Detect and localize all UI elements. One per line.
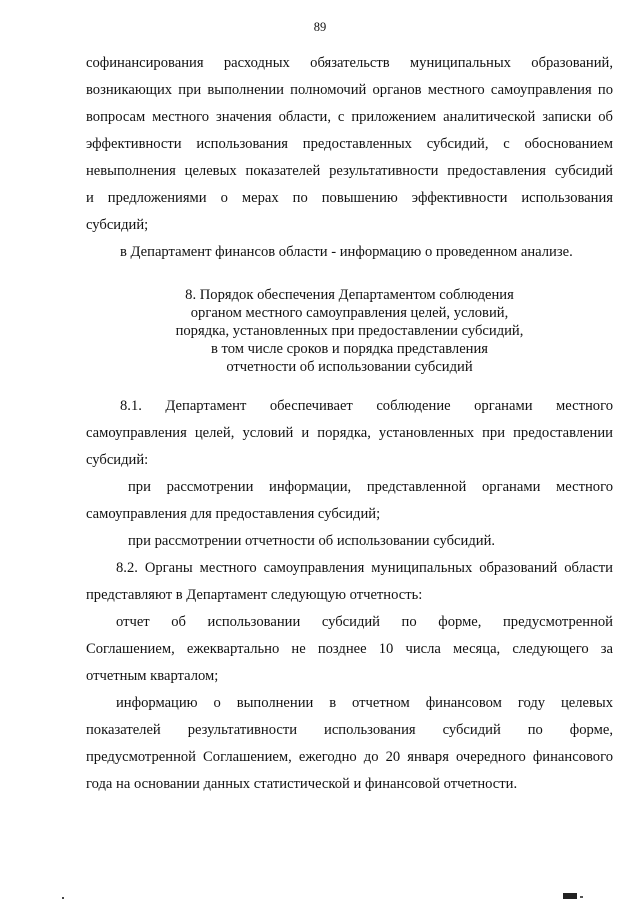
text-line: эффективности использования предоставленных субсидий, с обоснованием <box>86 136 613 152</box>
text-line: информацию о выполнении в отчетном финансовом году целевых <box>116 695 613 711</box>
paragraph-8-2-item-a <box>86 609 613 690</box>
heading-line: 8. Порядок обеспечения Департаментом соблюдения <box>185 287 514 303</box>
page-number: 89 <box>313 20 327 34</box>
text-line: софинансирования расходных обязательств муниципальных образований, <box>86 55 613 71</box>
scan-mark <box>563 893 577 899</box>
text-line: невыполнения целевых показателей результативности предоставления субсидий <box>86 163 613 179</box>
text-line: отчет об использовании субсидий по форме, предусмотренной <box>116 614 613 630</box>
section-heading-8 <box>86 286 613 376</box>
document-body <box>86 50 613 798</box>
text-line: 8.1. Департамент обеспечивает соблюдение органами местного <box>120 398 613 414</box>
text-line: самоуправления целей, условий и порядка, установленных при предоставлении <box>86 425 613 441</box>
text-line: при рассмотрении информации, представленной органами местного <box>128 479 613 495</box>
text-line: 8.2. Органы местного самоуправления муниципальных образований области <box>116 560 613 576</box>
paragraph-8-1-item-b <box>86 528 613 555</box>
paragraph-8-2 <box>86 555 613 609</box>
text-line: субсидий: <box>86 452 149 468</box>
text-line: и предложениями о мерах по повышению эффективности использования <box>86 190 613 206</box>
text-line: возникающих при выполнении полномочий органов местного самоуправления по <box>86 82 613 98</box>
text-line: показателей результативности использования субсидий по форме, <box>86 722 613 738</box>
paragraph-8-1-item-a <box>86 474 613 528</box>
paragraph-8-2-item-b <box>86 690 613 798</box>
paragraph-8-1 <box>86 393 613 474</box>
text-line: при рассмотрении отчетности об использовании субсидий. <box>128 533 496 549</box>
text-line: года на основании данных статистической и финансовой отчетности. <box>86 776 518 792</box>
text-line: вопросам местного значения области, с приложением аналитической записки об <box>86 109 613 125</box>
scan-mark <box>62 897 64 899</box>
heading-line: порядка, установленных при предоставлении субсидий, <box>175 323 524 339</box>
text-line: Соглашением, ежеквартально не позднее 10 числа месяца, следующего за <box>86 641 613 657</box>
text-line: самоуправления для предоставления субсидий; <box>86 506 381 522</box>
text-line: в Департамент финансов области - информацию о проведенном анализе. <box>120 244 573 260</box>
heading-line: в том числе сроков и порядка представления <box>210 341 489 357</box>
scan-mark <box>580 896 583 898</box>
text-line: отчетным кварталом; <box>86 668 219 684</box>
text-line: предусмотренной Соглашением, ежегодно до 20 января очередного финансового <box>86 749 613 765</box>
heading-line: отчетности об использовании субсидий <box>226 359 473 375</box>
text-line: субсидий; <box>86 217 149 233</box>
paragraph-subsidy-analysis <box>86 50 613 239</box>
paragraph-finance-department <box>86 239 613 266</box>
heading-line: органом местного самоуправления целей, условий, <box>190 305 509 321</box>
text-line: представляют в Департамент следующую отчетность: <box>86 587 423 603</box>
